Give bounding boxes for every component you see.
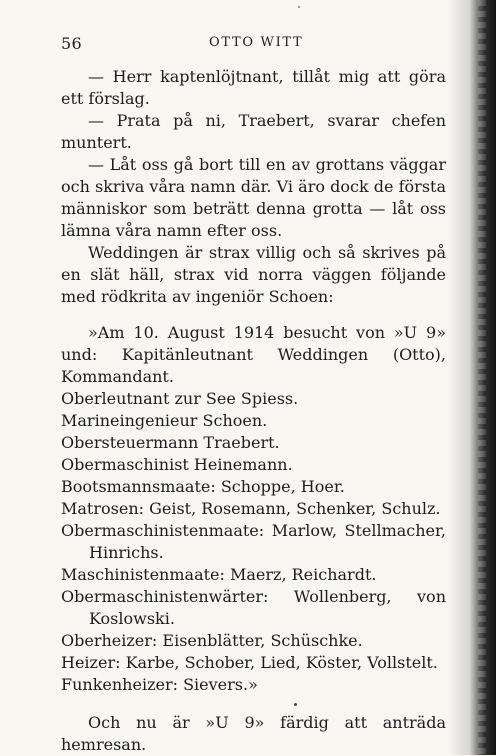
paragraph-4: Weddingen är strax villig och så skrives på en slät häll, strax vid norra väggen följande med rödkrita av ingeniör Schoen: (61, 243, 446, 306)
crew-line-obermaschinistenwarter: Obermaschinistenwärter: Wollenberg, von Koslowski. (61, 587, 446, 628)
crew-line-heizer: Heizer: Karbe, Schober, Lied, Köster, Vollstelt. (61, 653, 438, 672)
inscription-first-line: »Am 10. August 1914 besucht von »U 9» und: Kapitänleutnant Weddingen (Otto), Kommandant. (61, 323, 446, 386)
crew-line-obermaschinistenmaate: Obermaschinistenmaate: Marlow, Stellmacher, Hinrichs. (61, 521, 446, 562)
paragraph-3: — Låt oss gå bort till en av grottans väggar och skriva våra namn där. Vi äro dock de första människor som beträtt denna grotta — låt oss lämna våra namn efter oss. (61, 155, 446, 240)
print-speck-top (298, 6, 300, 8)
inscription-list (61, 322, 446, 696)
crew-line-obermaschinist: Obermaschinist Heinemann. (61, 455, 293, 474)
print-speck-bottom (294, 703, 297, 706)
crew-line-marineingenieur: Marineingenieur Schoen. (61, 411, 268, 430)
page-body (61, 66, 446, 756)
book-page-edge-shadow (448, 0, 496, 755)
paragraph-2: — Prata på ni, Traebert, svarar chefen muntert. (61, 111, 446, 152)
crew-line-oberheizer: Oberheizer: Eisenblätter, Schüschke. (61, 631, 363, 650)
closing-paragraph: Och nu är »U 9» färdig att anträda hemresan. (61, 713, 446, 754)
page-header (61, 34, 446, 54)
page-number: 56 (61, 34, 82, 53)
paragraph-1: — Herr kaptenlöjtnant, tillåt mig att göra ett förslag. (61, 67, 446, 108)
crew-line-maschinistenmaate: Maschinistenmaate: Maerz, Reichardt. (61, 565, 377, 584)
running-head: OTTO WITT (209, 35, 304, 50)
crew-line-bootsmannsmaate: Bootsmannsmaate: Schoppe, Hoer. (61, 477, 345, 496)
section-gap (61, 308, 446, 322)
crew-line-oberleutnant: Oberleutnant zur See Spiess. (61, 389, 299, 408)
crew-line-funkenheizer: Funkenheizer: Sievers.» (61, 675, 258, 694)
crew-line-obersteuermann: Obersteuermann Traebert. (61, 433, 280, 452)
crew-line-matrosen: Matrosen: Geist, Rosemann, Schenker, Schulz. (61, 499, 441, 518)
